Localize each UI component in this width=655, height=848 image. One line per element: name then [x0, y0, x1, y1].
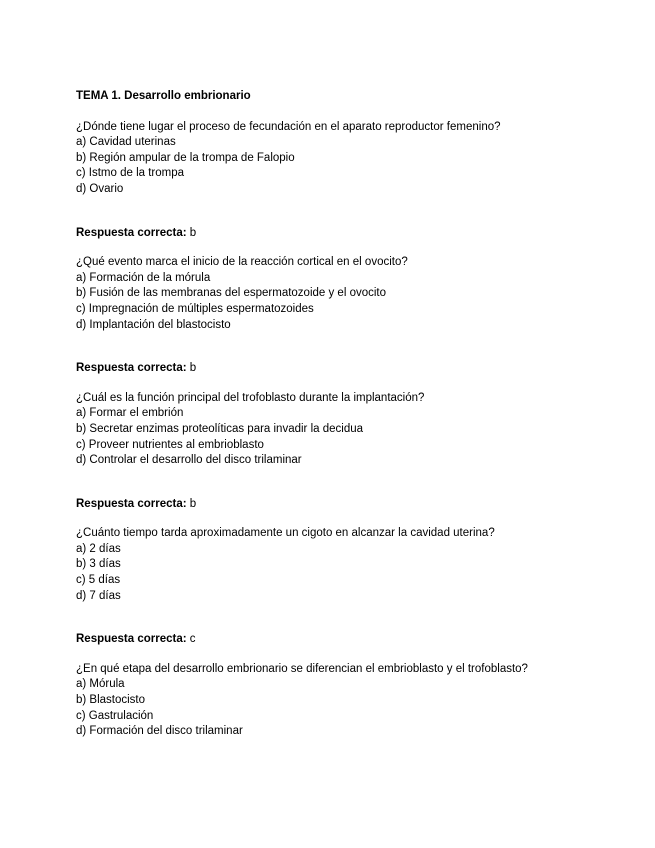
option-list — [76, 542, 636, 604]
option-item: c) Gastrulación — [76, 709, 154, 722]
question-block — [76, 391, 636, 513]
option-item: b) Blastocisto — [76, 694, 146, 707]
question-block — [76, 662, 636, 740]
option-list — [76, 406, 636, 468]
option-item: a) 2 días — [76, 542, 121, 555]
option-item: a) Formar el embrión — [76, 407, 184, 420]
question-block — [76, 526, 636, 648]
question-list — [76, 120, 636, 740]
correct-answer-value: b — [189, 226, 197, 239]
option-item: c) Impregnación de múltiples espermatozoides — [76, 302, 314, 315]
question-block — [76, 120, 636, 242]
document-content — [76, 89, 636, 740]
option-list — [76, 677, 636, 739]
option-item: c) 5 días — [76, 574, 121, 587]
correct-answer-label: Respuesta correcta: — [76, 226, 187, 239]
correct-answer-label: Respuesta correcta: — [76, 362, 187, 375]
option-item: d) Ovario — [76, 182, 124, 195]
question-text: ¿Cuánto tiempo tarda aproximadamente un cigoto en alcanzar la cavidad uterina? — [76, 527, 495, 540]
option-item: b) Secretar enzimas proteolíticas para invadir la decidua — [76, 422, 364, 435]
option-item: c) Istmo de la trompa — [76, 167, 185, 180]
correct-answer — [76, 226, 636, 242]
correct-answer — [76, 497, 636, 513]
correct-answer-label: Respuesta correcta: — [76, 633, 187, 646]
correct-answer-value: b — [189, 362, 197, 375]
option-item: c) Proveer nutrientes al embrioblasto — [76, 438, 264, 451]
document-title: TEMA 1. Desarrollo embrionario — [76, 90, 251, 102]
option-item: d) Implantación del blastocisto — [76, 318, 231, 331]
question-block — [76, 255, 636, 377]
correct-answer — [76, 361, 636, 377]
question-text: ¿Dónde tiene lugar el proceso de fecundación en el aparato reproductor femenino? — [76, 120, 501, 133]
option-item: a) Mórula — [76, 678, 125, 691]
option-item: b) Fusión de las membranas del espermatozoide y el ovocito — [76, 287, 387, 300]
option-item: a) Cavidad uterinas — [76, 136, 176, 149]
option-list — [76, 135, 636, 197]
question-text: ¿En qué etapa del desarrollo embrionario se diferencian el embrioblasto y el trofoblasto? — [76, 662, 528, 675]
question-text: ¿Qué evento marca el inicio de la reacción cortical en el ovocito? — [76, 256, 408, 269]
option-item: d) 7 días — [76, 589, 121, 602]
correct-answer — [76, 632, 636, 648]
option-item: d) Controlar el desarrollo del disco trilaminar — [76, 454, 302, 467]
correct-answer-value: c — [189, 633, 196, 646]
option-list — [76, 271, 636, 333]
option-item: b) Región ampular de la trompa de Falopio — [76, 151, 295, 164]
option-item: d) Formación del disco trilaminar — [76, 725, 243, 738]
option-item: b) 3 días — [76, 558, 121, 571]
option-item: a) Formación de la mórula — [76, 271, 211, 284]
correct-answer-value: b — [189, 497, 197, 510]
correct-answer-label: Respuesta correcta: — [76, 497, 187, 510]
question-text: ¿Cuál es la función principal del trofoblasto durante la implantación? — [76, 391, 425, 404]
